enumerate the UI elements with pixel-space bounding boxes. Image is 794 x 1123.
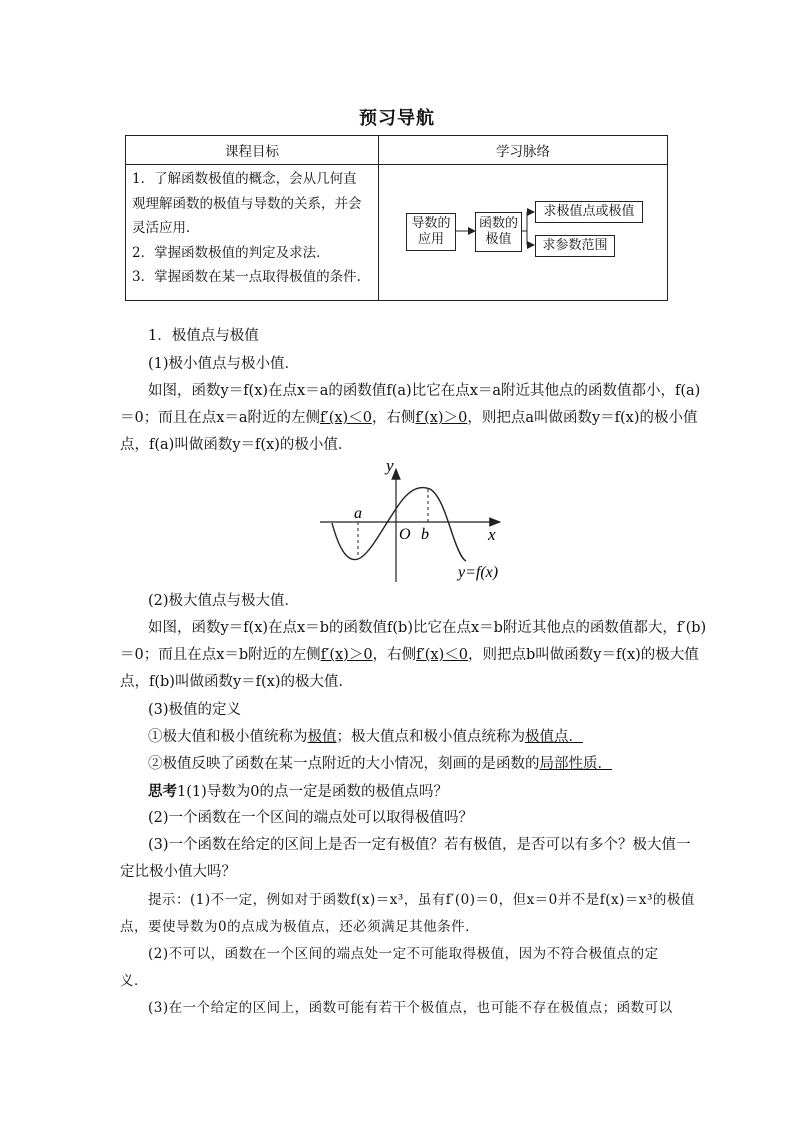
goal-line: 1．了解函数极值的概念，会从几何直 [132,171,357,187]
paragraph-line: ＝0；而且在点x＝a附近的左侧f′(x)＜0，右侧f′(x)＞0，则把点a叫做函数y＝f(x)的极小值 [120,410,698,426]
course-goals-cell [126,165,379,301]
header-course-goals: 课程目标 [126,136,379,165]
paragraph-line: 点，f(b)叫做函数y＝f(x)的极大值． [120,674,354,690]
x-axis-label: x [488,525,496,544]
function-graph [318,455,518,585]
header-learning-path: 学习脉络 [379,136,668,165]
flow-box-find-extrema: 求极值点或极值 [535,201,643,223]
origin-label: O [399,526,411,543]
paragraph-line: 点，f(a)叫做函数y＝f(x)的极小值． [120,437,353,453]
section-heading: 1．极值点与极值 [148,328,259,344]
page-title: 预习导航 [359,108,435,129]
hint-line: 点，要使导数为0的点成为极值点，还必须满足其他条件． [120,919,480,935]
hint-line: (2)不可以，函数在一个区间的端点处一定不可能取得极值，因为不符合极值点的定 [148,946,659,962]
learning-path-cell [379,165,668,301]
flow-box-find-parameter-range: 求参数范围 [535,235,615,257]
paragraph-line: 如图，函数y＝f(x)在点x＝a的函数值f(a)比它在点x＝a附近其他点的函数值都小，f(a) [148,383,701,399]
definition-line: ②极值反映了函数在某一点附近的大小情况，刻画的是函数的局部性质． [148,756,612,772]
goal-line: 2．掌握函数极值的判定及求法． [132,244,330,261]
flow-diagram [379,165,667,300]
think-question: (3)一个函数在给定的区间上是否一定有极值？若有极值，是否可以有多个？极大值一 [148,837,691,853]
paragraph-line: ＝0；而且在点x＝b附近的左侧f′(x)＞0，右侧f′(x)＜0，则把点b叫做函数y＝f(x)的极大值 [120,647,699,663]
think-question: (2)一个函数在一个区间的端点处可以取得极值吗？ [148,810,474,826]
think-question: 定比极小值大吗？ [120,864,236,880]
curve-label: y=f(x) [458,564,499,581]
definition-line: ①极大值和极小值统称为极值；极大值点和极小值点统称为极值点． [148,729,583,745]
subheading-definition: (3)极值的定义 [148,702,242,718]
y-axis-label: y [386,456,394,475]
subheading-minimum: (1)极小值点与极小值． [148,356,300,372]
point-b-label: b [421,526,429,543]
think-question: 思考1(1)导数为0的点一定是函数的极值点吗？ [148,783,448,800]
flow-box-derivative-application: 导数的 应用 [406,213,456,251]
hint-line: 提示：(1)不一定，例如对于函数f(x)＝x³，虽有f′(0)＝0，但x＝0并不是f(x)＝x³的极值 [148,892,695,908]
paragraph-line: 如图，函数y＝f(x)在点x＝b的函数值f(b)比它在点x＝b附近其他点的函数值都大，f′(b) [148,620,707,636]
point-a-label: a [354,505,362,522]
goal-line: 灵活应用． [132,220,200,236]
function-curve [332,488,466,561]
overview-table [125,135,668,301]
subheading-maximum: (2)极大值点与极大值． [148,593,300,609]
hint-line: (3)在一个给定的区间上，函数可能有若干个极值点，也可能不存在极值点；函数可以 [148,1000,673,1016]
hint-line: 义． [120,973,148,989]
flow-box-function-extrema: 函数的 极值 [475,212,522,252]
goal-line: 3．掌握函数在某一点取得极值的条件. [132,269,361,285]
goal-line: 观理解函数的极值与导数的关系，并会 [132,195,362,212]
